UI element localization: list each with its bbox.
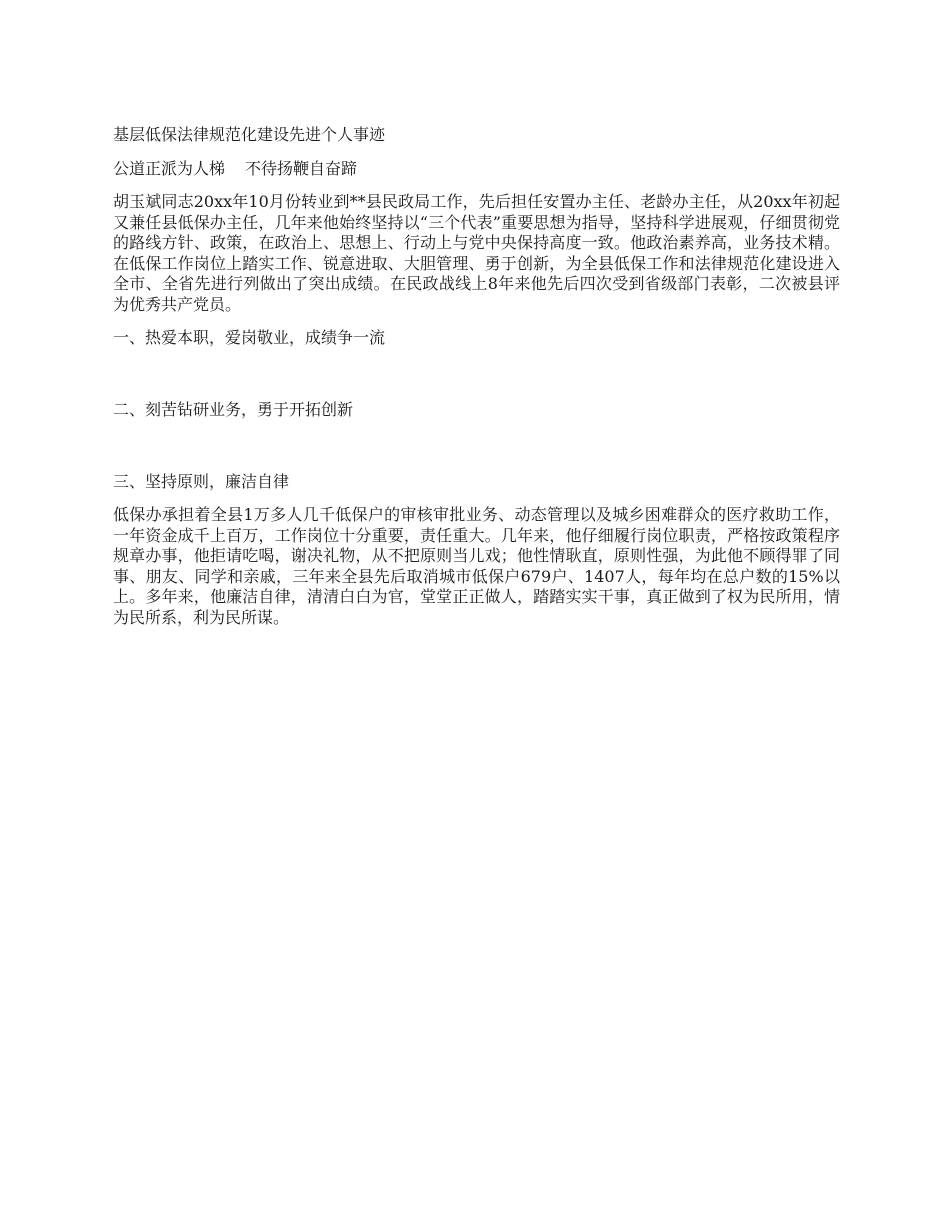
document-title: 基层低保法律规范化建设先进个人事迹 bbox=[113, 125, 386, 144]
document-page bbox=[113, 124, 840, 640]
section-3-heading: 三、坚持原则，廉洁自律 bbox=[113, 472, 290, 491]
subtitle-part-2: 不待扬鞭自奋蹄 bbox=[245, 159, 358, 178]
section-1-spacer bbox=[113, 361, 840, 399]
section-3-paragraph: 低保办承担着全县1万多人几千低保户的审核审批业务、动态管理以及城乡困难群众的医疗救助工作，一年资金成千上百万，工作岗位十分重要，责任重大。几年来，他仔细履行岗位职责，严格按政策程序规章办事，他拒请吃喝，谢决礼物，从不把原则当儿戏；他性情耿直，原则性强，为此他不顾得罪了同事、朋友、同学和亲戚，三年来全县先后取消城市低保户679户、1407人，每年均在总户数的15%以上。多年来，他廉洁自律，清清白白为官，堂堂正正做人，踏踏实实干事，真正做到了权为民所用，情为民所系，利为民所谋。 bbox=[113, 505, 840, 627]
document-subtitle bbox=[113, 158, 840, 180]
section-2-heading: 二、刻苦钻研业务，勇于开拓创新 bbox=[113, 400, 354, 419]
section-1-heading: 一、热爱本职，爱岗敬业，成绩争一流 bbox=[113, 328, 386, 347]
subtitle-part-1: 公道正派为人梯 bbox=[113, 159, 226, 178]
section-2-spacer bbox=[113, 433, 840, 471]
intro-paragraph: 胡玉斌同志20xx年10月份转业到**县民政局工作，先后担任安置办主任、老龄办主任，从20xx年初起又兼任县低保办主任，几年来他始终坚持以“三个代表”重要思想为指导，坚持科学进展观，仔细贯彻党的路线方针、政策，在政治上、思想上、行动上与党中央保持高度一致。他政治素养高，业务技术精。在低保工作岗位上踏实工作、锐意进取、大胆管理、勇于创新，为全县低保工作和法律规范化建设进入全市、全省先进行列做出了突出成绩。在民政战线上8年来他先后四次受到省级部门表彰，二次被县评为优秀共产党员。 bbox=[113, 192, 840, 314]
